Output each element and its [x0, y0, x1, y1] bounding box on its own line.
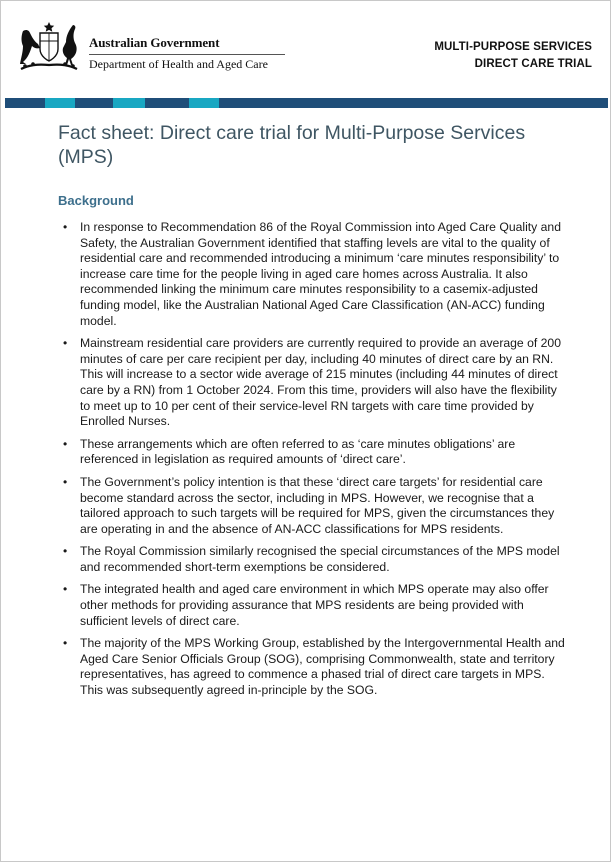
- department-name: Department of Health and Aged Care: [89, 57, 268, 71]
- header-divider: [89, 54, 285, 55]
- band-segment: [45, 98, 75, 108]
- document-header: [1, 1, 610, 97]
- bullet-icon: •: [63, 582, 68, 597]
- background-bullet-list: [58, 220, 566, 706]
- bullet-icon: •: [63, 474, 68, 489]
- program-line-1: MULTI-PURPOSE SERVICES: [434, 41, 592, 53]
- program-label: [434, 39, 592, 73]
- list-item: [58, 582, 566, 629]
- list-item: [58, 544, 566, 575]
- band-segment: [219, 98, 279, 108]
- band-segment: [5, 98, 45, 108]
- bullet-icon: •: [63, 544, 68, 559]
- band-segment: [279, 98, 399, 108]
- bullet-text: The Government’s policy intention is that these ‘direct care targets’ for residential care become standard across the sector, including in MPS. However, we recognise that a tailored approach to such targets will be required for MPS, given the circumstances they are operating in and the absence of AN-ACC classifications for MPS residents.: [80, 474, 555, 536]
- government-name: Australian Government: [89, 35, 220, 50]
- header-color-band: [5, 98, 608, 108]
- bullet-icon: •: [63, 336, 68, 351]
- bullet-text: The majority of the MPS Working Group, established by the Intergovernmental Health and Aged Care Senior Officials Group (SOG), comprising Commonwealth, state and territory representatives, has agreed to commence a phased trial of direct care targets in MPS. This was subsequently agreed in-principle by the SOG.: [80, 636, 565, 698]
- band-segment: [509, 98, 608, 108]
- band-segment: [399, 98, 509, 108]
- bullet-text: The Royal Commission similarly recognised the special circumstances of the MPS model and recommended short-term exemptions be considered.: [80, 544, 560, 574]
- bullet-text: The integrated health and aged care environment in which MPS operate may also offer other methods for providing assurance that MPS residents are being provided with sufficient levels of direct care.: [80, 582, 549, 628]
- list-item: [58, 475, 566, 537]
- bullet-icon: •: [63, 636, 68, 651]
- program-line-2: DIRECT CARE TRIAL: [474, 58, 592, 70]
- band-segment: [145, 98, 189, 108]
- bullet-text: These arrangements which are often referred to as ‘care minutes obligations’ are referenced in legislation as required amounts of ‘direct care’.: [80, 436, 516, 467]
- coat-of-arms-icon: [13, 19, 85, 75]
- list-item: [58, 437, 566, 468]
- band-segment: [75, 98, 113, 108]
- list-item: [58, 336, 566, 430]
- section-heading-background: Background: [58, 193, 134, 208]
- bullet-text: Mainstream residential care providers are currently required to provide an average of 200 minutes of care per care recipient per day, including 40 minutes of direct care by an RN. This will increase to a sector wide average of 215 minutes (including 44 minutes of direct care by a RN) from 1 October 2024. From this time, providers will also have the flexibility to meet up to 10 per cent of their service-level RN targets with care time provided by Enrolled Nurses.: [80, 336, 561, 429]
- list-item: [58, 220, 566, 329]
- bullet-icon: •: [63, 220, 68, 234]
- bullet-icon: •: [63, 436, 68, 451]
- document-title: Fact sheet: Direct care trial for Multi-Purpose Services (MPS): [58, 122, 526, 168]
- band-segment: [189, 98, 219, 108]
- bullet-text: In response to Recommendation 86 of the Royal Commission into Aged Care Quality and Safety, the Australian Government identified that staffing levels are vital to the quality of residential care and recommended introducing a minimum ‘care minutes responsibility’ to increase care time for the people living in aged care homes across Australia. It also recommended linking the minimum care minutes responsibility to a casemix-adjusted funding model, like the Australian National Aged Care Classification (AN-ACC) funding model.: [80, 220, 561, 328]
- band-segment: [113, 98, 145, 108]
- list-item: [58, 636, 566, 698]
